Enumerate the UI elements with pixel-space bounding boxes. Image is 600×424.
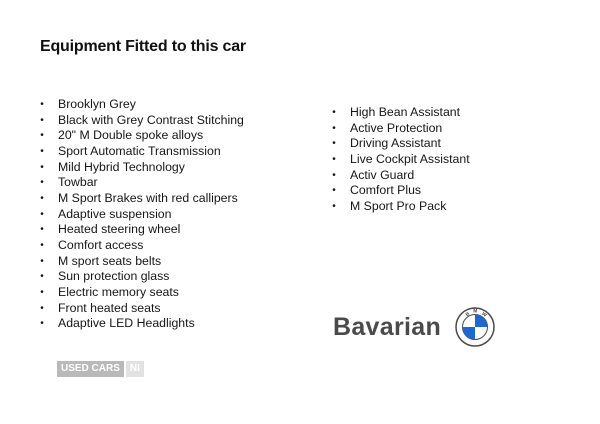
equipment-item-label: Activ Guard [350, 167, 415, 182]
equipment-item-label: Comfort access [58, 237, 144, 252]
bullet-icon: • [332, 107, 336, 118]
bullet-icon: • [40, 99, 44, 110]
equipment-item-label: Adaptive LED Headlights [58, 316, 195, 331]
equipment-item [38, 222, 244, 238]
equipment-item [38, 128, 244, 144]
equipment-item [38, 144, 244, 160]
equipment-item [330, 121, 470, 137]
used-cars-badge [57, 361, 144, 377]
equipment-item-label: 20" M Double spoke alloys [58, 128, 204, 143]
bullet-icon: • [332, 200, 336, 212]
equipment-list-right [330, 105, 470, 215]
equipment-item-label: Adaptive suspension [58, 206, 172, 221]
bullet-icon: • [332, 122, 336, 134]
equipment-item [38, 191, 244, 207]
equipment-item [330, 105, 470, 121]
bullet-icon: • [40, 192, 44, 204]
equipment-item-label: Sun protection glass [58, 269, 170, 284]
bullet-icon: • [40, 130, 44, 142]
equipment-item [38, 97, 244, 113]
bullet-icon: • [40, 161, 44, 173]
bullet-icon: • [40, 302, 44, 314]
equipment-item [38, 301, 244, 317]
equipment-item [38, 269, 244, 285]
equipment-item [330, 183, 470, 199]
bullet-icon: • [332, 185, 336, 197]
equipment-item [38, 113, 244, 129]
bullet-icon: • [40, 286, 44, 298]
equipment-item-label: M sport seats belts [58, 253, 162, 268]
equipment-item-label: Live Cockpit Assistant [350, 151, 470, 166]
equipment-item-label: Black with Grey Contrast Stitching [58, 112, 244, 127]
equipment-item-label: M Sport Pro Pack [350, 198, 447, 213]
equipment-item [330, 152, 470, 168]
bullet-icon: • [332, 138, 336, 150]
bullet-icon: • [40, 271, 44, 283]
equipment-item [38, 285, 244, 301]
svg-text:M: M [473, 308, 478, 315]
bullet-icon: • [40, 318, 44, 330]
bullet-icon: • [332, 153, 336, 165]
bullet-icon: • [40, 145, 44, 157]
svg-text:B: B [464, 311, 472, 319]
equipment-item-label: Heated steering wheel [58, 222, 181, 237]
svg-text:W: W [480, 310, 488, 319]
equipment-item-label: Driving Assistant [350, 136, 441, 151]
bullet-icon: • [332, 169, 336, 181]
equipment-item [38, 175, 244, 191]
equipment-item-label: M Sport Brakes with red callipers [58, 190, 238, 205]
bullet-icon: • [40, 177, 44, 189]
equipment-item-label: Towbar [58, 175, 98, 190]
bullet-icon: • [40, 114, 44, 126]
equipment-item [330, 199, 470, 215]
equipment-item-label: Front heated seats [58, 300, 161, 315]
equipment-item [330, 168, 470, 184]
page-title: Equipment Fitted to this car [40, 38, 246, 55]
bmw-logo-icon [455, 307, 495, 347]
equipment-item-label: Electric memory seats [58, 284, 179, 299]
equipment-item-label: Mild Hybrid Technology [58, 159, 185, 174]
dealer-wordmark: Bavarian [333, 312, 442, 341]
equipment-item-label: Comfort Plus [350, 183, 422, 198]
bullet-icon: • [40, 255, 44, 267]
equipment-item [38, 254, 244, 270]
equipment-item [38, 316, 244, 332]
equipment-item [330, 136, 470, 152]
equipment-item [38, 238, 244, 254]
equipment-list-left [38, 97, 244, 332]
bullet-icon: • [40, 239, 44, 251]
dealer-brand [333, 307, 495, 347]
equipment-item [38, 207, 244, 223]
equipment-item-label: Active Protection [350, 120, 443, 135]
badge-region: NI [126, 361, 144, 377]
equipment-item [38, 160, 244, 176]
equipment-item-label: Sport Automatic Transmission [58, 143, 221, 158]
bullet-icon: • [40, 224, 44, 236]
badge-label: USED CARS [57, 361, 124, 377]
equipment-item-label: High Bean Assistant [350, 105, 461, 119]
bullet-icon: • [40, 208, 44, 220]
equipment-item-label: Brooklyn Grey [58, 97, 136, 111]
